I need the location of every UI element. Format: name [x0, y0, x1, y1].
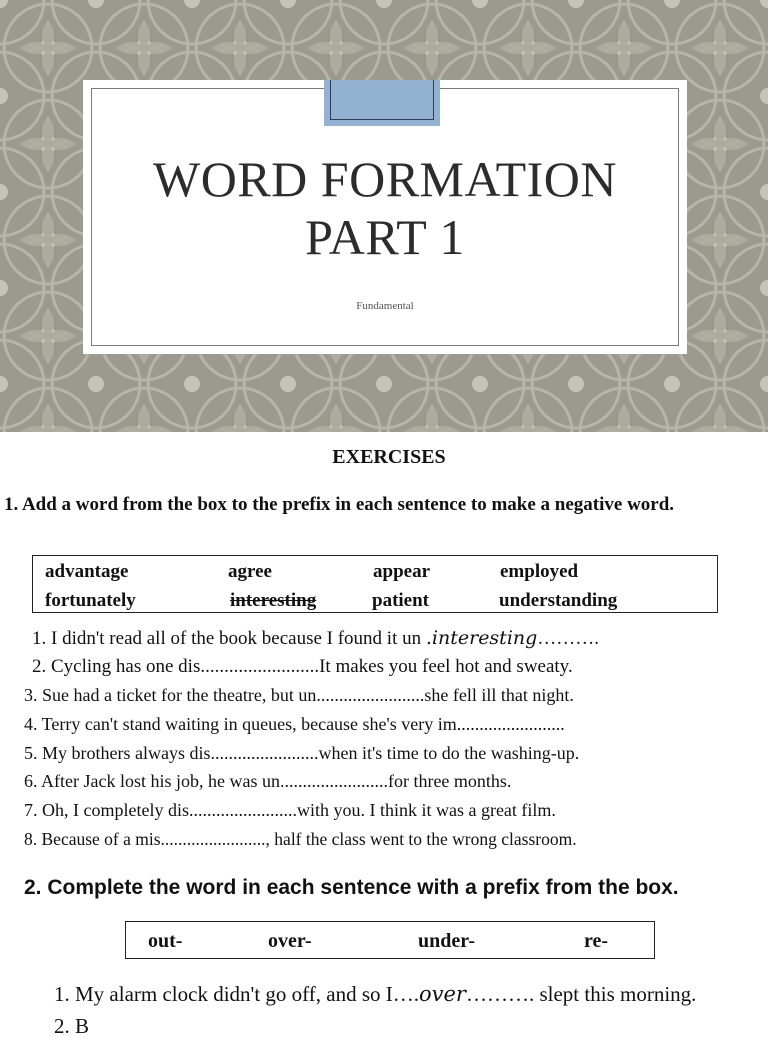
box-word-interesting-crossed-out: interesting	[230, 590, 317, 611]
exercise-2-instruction: 2. Complete the word in each sentence with a prefix from the box.	[24, 876, 679, 899]
prefix-out: out-	[148, 930, 183, 952]
box-word-agree: agree	[228, 561, 272, 582]
exercises-heading: EXERCISES	[332, 446, 446, 468]
exercise-1-sentence-7: 7. Oh, I completely dis........................with you. I think it was a great film.	[24, 800, 556, 820]
exercise-1-sentence-2: 2. Cycling has one dis.........................It makes you feel hot and sweaty.	[32, 656, 573, 677]
exercise-1-sentence-6: 6. After Jack lost his job, he was un........................for three months.	[24, 771, 512, 791]
exercise-1-sentence-8: 8. Because of a mis........................, half the class went to the wrong classroom.	[24, 829, 577, 849]
sentence-text: ……….	[537, 628, 600, 649]
exercise-2-prefix-box	[125, 921, 655, 959]
title-accent-tab	[324, 80, 440, 126]
handwritten-answer: .interesting	[425, 627, 538, 649]
box-word-appear: appear	[373, 561, 430, 582]
box-word-fortunately: fortunately	[45, 590, 136, 611]
exercise-1-sentence-3: 3. Sue had a ticket for the theatre, but un........................she fell ill that night.	[24, 685, 574, 705]
handwritten-answer: over	[419, 982, 466, 1006]
prefix-re: re-	[584, 930, 609, 952]
sentence-text: ………. slept this morning.	[465, 982, 697, 1006]
exercise-1-sentence-1	[32, 627, 599, 650]
box-word-understanding: understanding	[499, 590, 618, 611]
box-word-advantage: advantage	[45, 561, 129, 582]
slide-title	[83, 150, 687, 266]
prefix-over: over-	[268, 930, 312, 952]
title-accent-tab-frame	[330, 80, 434, 120]
title-slide	[0, 0, 768, 432]
sentence-text: 1. I didn't read all of the book because I found it un	[32, 628, 426, 649]
prefix-under: under-	[418, 930, 476, 952]
exercise-1-sentence-4: 4. Terry can't stand waiting in queues, because she's very im........................	[24, 714, 565, 734]
box-word-employed: employed	[500, 561, 579, 582]
exercise-1-sentence-5: 5. My brothers always dis........................when it's time to do the washing-up.	[24, 743, 580, 763]
sentence-text: 1. My alarm clock didn't go off, and so I….	[54, 982, 419, 1006]
exercise-2-sentence-1	[54, 982, 696, 1007]
exercise-1-word-box	[32, 555, 718, 613]
box-word-patient: patient	[372, 590, 429, 611]
slide-subtitle: Fundamental	[356, 300, 414, 312]
exercise-1-instruction: 1. Add a word from the box to the prefix in each sentence to make a negative word.	[4, 494, 675, 515]
exercise-2-sentence-2-partial: 2. B	[54, 1014, 90, 1038]
slide-title-line-1: WORD FORMATION	[153, 151, 617, 207]
slide-title-line-2: PART 1	[305, 209, 465, 265]
